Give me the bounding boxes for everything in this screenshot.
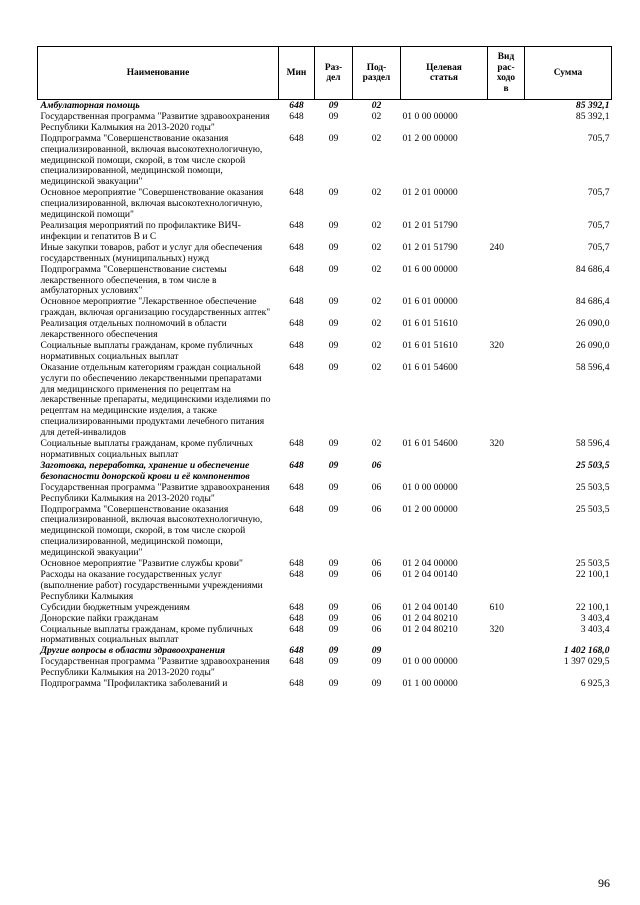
table-row [38, 505, 612, 560]
cell-podrazdel: 06 [371, 459, 382, 471]
cell-sum: 58 596,4 [575, 438, 610, 450]
table-row [38, 265, 612, 298]
cell-sum: 705,7 [587, 241, 610, 253]
cell-sum: 84 686,4 [575, 263, 610, 275]
cell-name: Амбулаторная помощь [40, 100, 140, 111]
cell-razdel: 09 [328, 558, 339, 570]
cell-podrazdel: 02 [371, 296, 382, 308]
cell-podrazdel: 06 [371, 503, 382, 515]
cell-name: Расходы на оказание государственных услуг (выполнение работ) государственными учреждениями Республики Калмыкия [40, 568, 263, 602]
cell-podrazdel: 09 [371, 645, 382, 657]
cell-vid [488, 134, 525, 189]
cell-name: Социальные выплаты гражданам, кроме публичных нормативных социальных выплат [40, 339, 254, 362]
cell-vid: 320 [489, 438, 504, 450]
cell-vid [488, 265, 525, 298]
cell-sum: 25 503,5 [575, 558, 610, 570]
cell-sum: 22 100,1 [575, 568, 610, 580]
cell-vid [488, 614, 525, 625]
cell-razdel: 09 [328, 612, 339, 624]
cell-name: Основное мероприятие "Совершенствование оказания специализированной, включая высокотехнологичную, медицинской помощи" [40, 187, 264, 221]
cell-min: 648 [289, 678, 304, 690]
table-row [38, 657, 612, 679]
cell-name: Субсидии бюджетным учреждениям [40, 601, 190, 613]
cell-podrazdel: 06 [371, 558, 382, 570]
cell-sum: 85 392,1 [575, 110, 610, 122]
cell-razdel: 09 [328, 678, 339, 690]
cell-min: 648 [289, 503, 304, 515]
cell-podrazdel: 06 [371, 481, 382, 493]
cell-target: 01 0 00 00000 [402, 656, 458, 668]
cell-target: 01 2 04 00140 [402, 601, 458, 613]
cell-min: 648 [289, 601, 304, 613]
cell-sum: 25 503,5 [575, 481, 610, 493]
cell-sum: 85 392,1 [575, 100, 610, 111]
cell-razdel: 09 [328, 361, 339, 373]
cell-name: Заготовка, переработка, хранение и обеспечение безопасности донорской крови и её компонентов [40, 459, 250, 482]
cell-razdel: 09 [328, 100, 339, 111]
cell-podrazdel: 06 [371, 568, 382, 580]
cell-min: 648 [289, 612, 304, 624]
cell-podrazdel: 02 [371, 339, 382, 351]
cell-name: Оказание отдельным категориям граждан социальной услуги по обеспечению лекарственными препаратами для медицинского применения по рецептам на лекарственные препараты, медицинскими изделиями по рецептам на медицинские изделия, а также специализированными продуктами лечебного питания для детей-инвалидов [40, 361, 271, 439]
table-row [38, 297, 612, 319]
table-row [38, 570, 612, 603]
cell-min: 648 [289, 568, 304, 580]
cell-razdel: 09 [328, 481, 339, 493]
cell-sum: 25 503,5 [575, 503, 610, 515]
header-vid: Вид рас- ходо в [488, 47, 525, 100]
table-body [38, 100, 612, 690]
cell-min: 648 [289, 132, 304, 144]
cell-sum: 22 100,1 [575, 601, 610, 613]
cell-name: Подпрограмма "Совершенствование системы лекарственного обеспечения, в том числе в амбулаторных условиях" [40, 263, 227, 297]
table-row [38, 341, 612, 363]
cell-min: 648 [289, 110, 304, 122]
cell-target: 01 6 01 51610 [402, 339, 458, 351]
cell-vid: 320 [489, 623, 504, 635]
table-row [38, 112, 612, 134]
cell-min: 648 [289, 296, 304, 308]
cell-podrazdel: 02 [371, 438, 382, 450]
page-number: 96 [598, 876, 610, 890]
cell-podrazdel: 02 [371, 100, 382, 111]
table-header-row [38, 47, 612, 100]
header-name: Наименование [38, 47, 279, 100]
cell-min: 648 [289, 263, 304, 275]
cell-target: 01 1 00 00000 [402, 678, 458, 690]
cell-name: Государственная программа "Развитие здравоохранения Республики Калмыкия на 2013-2020 годы" [40, 481, 270, 504]
cell-target: 01 6 01 54600 [402, 361, 458, 373]
cell-razdel: 09 [328, 110, 339, 122]
cell-vid [488, 100, 525, 112]
cell-podrazdel: 06 [371, 612, 382, 624]
cell-podrazdel: 02 [371, 110, 382, 122]
cell-sum: 26 090,0 [575, 318, 610, 330]
cell-target: 01 2 00 00000 [402, 503, 458, 515]
cell-sum: 26 090,0 [575, 339, 610, 351]
cell-min: 648 [289, 339, 304, 351]
cell-podrazdel: 06 [371, 601, 382, 613]
cell-razdel: 09 [328, 263, 339, 275]
cell-target: 01 0 00 00000 [402, 110, 458, 122]
cell-min: 648 [289, 645, 304, 657]
cell-podrazdel: 02 [371, 187, 382, 199]
cell-razdel: 09 [328, 623, 339, 635]
cell-min: 648 [289, 481, 304, 493]
cell-target: 01 2 04 80210 [402, 612, 458, 624]
cell-min: 648 [289, 623, 304, 635]
cell-target: 01 2 04 80210 [402, 623, 458, 635]
cell-razdel: 09 [328, 339, 339, 351]
cell-name: Государственная программа "Развитие здравоохранения Республики Калмыкия на 2013-2020 годы" [40, 656, 270, 679]
cell-target: 01 2 04 00140 [402, 568, 458, 580]
cell-sum: 84 686,4 [575, 296, 610, 308]
cell-razdel: 09 [328, 318, 339, 330]
cell-min: 648 [289, 459, 304, 471]
cell-razdel: 09 [328, 241, 339, 253]
cell-name: Реализация мероприятий по профилактике ВИЧ-инфекции и гепатитов В и С [40, 219, 241, 242]
cell-target: 01 6 00 00000 [402, 263, 458, 275]
cell-sum: 58 596,4 [575, 361, 610, 373]
cell-target: 01 6 01 00000 [402, 296, 458, 308]
table-row [38, 363, 612, 439]
cell-podrazdel: 02 [371, 219, 382, 231]
cell-min: 648 [289, 438, 304, 450]
cell-razdel: 09 [328, 219, 339, 231]
cell-sum: 1 397 029,5 [563, 656, 610, 668]
cell-min: 648 [289, 318, 304, 330]
cell-vid [488, 570, 525, 603]
cell-razdel: 09 [328, 568, 339, 580]
cell-target: 01 2 01 00000 [402, 187, 458, 199]
cell-vid [488, 188, 525, 221]
cell-name: Иные закупки товаров, работ и услуг для обеспечения государственных (муниципальных) нужд [40, 241, 263, 264]
table-row [38, 439, 612, 461]
cell-min: 648 [289, 241, 304, 253]
table-row [38, 679, 612, 690]
cell-name: Подпрограмма "Совершенствование оказания специализированной, включая высокотехнологичную, медицинской помощи, скорой, в том числе скорой специализированной, медицинской помощи, медицинской эвакуации" [40, 503, 263, 559]
cell-razdel: 09 [328, 503, 339, 515]
cell-sum: 705,7 [587, 187, 610, 199]
cell-min: 648 [289, 656, 304, 668]
cell-min: 648 [289, 187, 304, 199]
cell-vid: 240 [489, 241, 504, 253]
table-row [38, 188, 612, 221]
cell-razdel: 09 [328, 296, 339, 308]
cell-target: 01 2 01 51790 [402, 241, 458, 253]
cell-razdel: 09 [328, 656, 339, 668]
cell-sum: 705,7 [587, 219, 610, 231]
cell-target: 01 2 04 00000 [402, 558, 458, 570]
cell-vid [488, 657, 525, 679]
cell-razdel: 09 [328, 132, 339, 144]
cell-name: Государственная программа "Развитие здравоохранения Республики Калмыкия на 2013-2020 годы" [40, 110, 270, 133]
cell-name: Социальные выплаты гражданам, кроме публичных нормативных социальных выплат [40, 438, 254, 460]
cell-vid: 610 [489, 601, 504, 613]
cell-podrazdel: 02 [371, 361, 382, 373]
header-target: Целевая статья [401, 47, 488, 100]
cell-sum: 3 403,4 [580, 623, 610, 635]
table-row [38, 134, 612, 189]
cell-podrazdel: 09 [371, 656, 382, 668]
cell-target: 01 2 01 51790 [402, 219, 458, 231]
cell-sum: 25 503,5 [575, 459, 610, 471]
cell-target: 01 6 01 54600 [402, 438, 458, 450]
cell-vid [488, 505, 525, 560]
cell-vid [488, 559, 525, 570]
cell-sum: 705,7 [587, 132, 610, 144]
cell-razdel: 09 [328, 438, 339, 450]
cell-podrazdel: 02 [371, 318, 382, 330]
header-podrazdel: Под- раздел [353, 47, 401, 100]
cell-target: 01 6 01 51610 [402, 318, 458, 330]
header-sum: Сумма [525, 47, 612, 100]
header-razdel: Раз- дел [315, 47, 353, 100]
cell-podrazdel: 02 [371, 241, 382, 253]
cell-vid [488, 679, 525, 690]
table-row [38, 221, 612, 243]
cell-vid [488, 646, 525, 657]
table-row [38, 461, 612, 483]
cell-name: Другие вопросы в области здравоохранения [40, 645, 226, 657]
cell-name: Подпрограмма "Совершенствование оказания специализированной, включая высокотехнологичную, медицинской помощи, скорой, в том числе скорой специализированной, медицинской помощи, медицинской эвакуации" [40, 132, 263, 188]
cell-target: 01 0 00 00000 [402, 481, 458, 493]
cell-vid [488, 461, 525, 483]
cell-vid [488, 483, 525, 505]
cell-podrazdel: 06 [371, 623, 382, 635]
cell-name: Социальные выплаты гражданам, кроме публичных нормативных социальных выплат [40, 623, 254, 646]
cell-vid [488, 363, 525, 439]
table-row [38, 319, 612, 341]
table-row [38, 614, 612, 625]
cell-sum: 6 925,3 [580, 678, 610, 690]
cell-razdel: 09 [328, 459, 339, 471]
table-row [38, 243, 612, 265]
cell-vid [488, 319, 525, 341]
table-row [38, 625, 612, 647]
cell-razdel: 09 [328, 601, 339, 613]
header-min: Мин [279, 47, 315, 100]
cell-target: 01 2 00 00000 [402, 132, 458, 144]
cell-podrazdel: 02 [371, 132, 382, 144]
cell-name: Реализация отдельных полномочий в области лекарственного обеспечения [40, 318, 227, 341]
cell-vid [488, 221, 525, 243]
cell-name: Основное мероприятие "Развитие службы крови" [40, 558, 243, 570]
cell-min: 648 [289, 100, 304, 111]
table-row [38, 603, 612, 614]
cell-podrazdel: 09 [371, 678, 382, 690]
cell-vid: 320 [489, 339, 504, 351]
cell-min: 648 [289, 219, 304, 231]
cell-podrazdel: 02 [371, 263, 382, 275]
budget-table [37, 46, 612, 690]
cell-name: Подпрограмма "Профилактика заболеваний и [40, 678, 228, 690]
cell-sum: 3 403,4 [580, 612, 610, 624]
cell-min: 648 [289, 361, 304, 373]
cell-name: Основное мероприятие "Лекарственное обеспечение граждан, включая организацию государственных аптек" [40, 296, 271, 319]
cell-vid [488, 297, 525, 319]
cell-name: Донорские пайки гражданам [40, 612, 159, 624]
cell-min: 648 [289, 558, 304, 570]
table-row [38, 483, 612, 505]
cell-sum: 1 402 168,0 [563, 645, 610, 657]
cell-razdel: 09 [328, 645, 339, 657]
cell-target [401, 461, 488, 483]
cell-vid [488, 112, 525, 134]
cell-razdel: 09 [328, 187, 339, 199]
